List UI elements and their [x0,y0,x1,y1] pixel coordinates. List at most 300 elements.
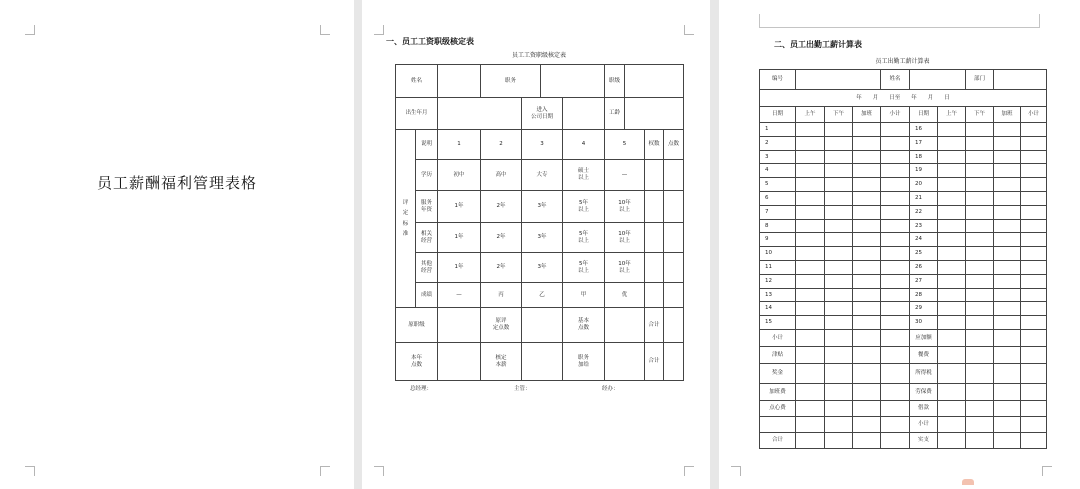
criteria-row-label: 服务 年资 [416,191,438,223]
points-cell[interactable] [664,160,684,191]
criteria-cell: — [438,283,481,308]
orig-points-value[interactable] [522,308,563,343]
cover-page [0,0,354,489]
hours-cell[interactable] [966,260,994,274]
hours-cell[interactable] [1021,247,1047,261]
hours-cell[interactable] [938,178,966,192]
summary-cell[interactable] [881,432,910,448]
hours-cell[interactable] [825,260,853,274]
criteria-cell: 1年 [438,253,481,283]
summary-label: 应加额 [910,329,938,346]
summary-cell[interactable] [1021,329,1047,346]
hours-cell[interactable] [1021,164,1047,178]
summary-cell[interactable] [796,400,825,416]
summary-cell[interactable] [1021,400,1047,416]
hours-cell[interactable] [825,123,853,137]
hours-cell[interactable] [1021,233,1047,247]
summary-row [760,432,1047,448]
day-row [760,123,1047,137]
hours-cell[interactable] [938,260,966,274]
hours-cell[interactable] [796,178,825,192]
column-header: 下午 [825,107,853,123]
hours-cell[interactable] [938,247,966,261]
hours-cell[interactable] [825,233,853,247]
day-number: 18 [910,150,938,164]
hours-cell[interactable] [994,288,1021,302]
birth-label: 出生年月 [396,98,438,130]
year-points-label: 本年 点数 [396,343,438,381]
weight-cell[interactable] [645,191,664,223]
hours-cell[interactable] [966,302,994,316]
hours-cell[interactable] [881,316,910,330]
hours-cell[interactable] [938,302,966,316]
day-number: 6 [760,191,796,205]
hours-cell[interactable] [938,205,966,219]
hours-cell[interactable] [825,288,853,302]
hours-cell[interactable] [796,205,825,219]
hours-cell[interactable] [1021,274,1047,288]
day-number: 2 [760,136,796,150]
hours-cell[interactable] [938,288,966,302]
day-number: 25 [910,247,938,261]
dept-value[interactable] [994,70,1047,90]
hours-cell[interactable] [853,164,881,178]
summary-cell[interactable] [994,432,1021,448]
day-number: 11 [760,260,796,274]
hours-cell[interactable] [853,136,881,150]
summary-cell[interactable] [825,432,853,448]
hours-cell[interactable] [994,219,1021,233]
hours-cell[interactable] [796,274,825,288]
hours-cell[interactable] [994,136,1021,150]
summary-cell[interactable] [853,363,881,383]
hours-cell[interactable] [938,164,966,178]
year-points-value[interactable] [438,343,481,381]
level-4: 4 [563,130,605,160]
criteria-cell: 优 [605,283,645,308]
day-number: 12 [760,274,796,288]
join-date-value[interactable] [563,98,605,130]
criteria-cell: 2年 [481,191,522,223]
hours-cell[interactable] [938,316,966,330]
hours-cell[interactable] [994,233,1021,247]
summary-cell[interactable] [966,363,994,383]
criteria-row-label: 成绩 [416,283,438,308]
hours-cell[interactable] [825,191,853,205]
day-number: 26 [910,260,938,274]
hours-cell[interactable] [825,302,853,316]
summary-cell[interactable] [796,383,825,400]
column-header: 日期 [910,107,938,123]
summary-label: 小计 [910,416,938,432]
header-margin-line [1039,14,1040,27]
hours-cell[interactable] [881,288,910,302]
criteria-cell: 1年 [438,223,481,253]
column-header: 上午 [796,107,825,123]
criteria-cell: 大专 [522,160,563,191]
hours-cell[interactable] [966,233,994,247]
summary-cell[interactable] [853,383,881,400]
hours-cell[interactable] [994,205,1021,219]
summary-cell[interactable] [853,346,881,363]
summary-cell[interactable] [881,363,910,383]
summary-label: 加班费 [760,383,796,400]
summary-cell[interactable] [938,346,966,363]
criteria-cell: 10年 以上 [605,223,645,253]
sig-handler: 经办： [602,386,619,392]
points-cell[interactable] [664,253,684,283]
summary-label: 点心费 [760,400,796,416]
hours-cell[interactable] [966,205,994,219]
orig-rank-value[interactable] [438,308,481,343]
hours-cell[interactable] [1021,260,1047,274]
hours-cell[interactable] [796,136,825,150]
hours-cell[interactable] [994,123,1021,137]
summary-cell[interactable] [994,329,1021,346]
hours-cell[interactable] [796,150,825,164]
hours-cell[interactable] [825,219,853,233]
hours-cell[interactable] [1021,191,1047,205]
position-value[interactable] [541,65,605,98]
id-label: 编号 [760,70,796,90]
summary-cell[interactable] [796,416,825,432]
day-row [760,260,1047,274]
day-number: 10 [760,247,796,261]
hours-cell[interactable] [825,164,853,178]
summary-cell[interactable] [966,329,994,346]
summary-cell[interactable] [796,432,825,448]
hours-cell[interactable] [853,274,881,288]
summary-cell[interactable] [881,346,910,363]
col-weight: 权数 [645,130,664,160]
allowance-label: 职务 加给 [563,343,605,381]
weight-cell[interactable] [645,253,664,283]
hours-cell[interactable] [938,191,966,205]
orange-mark [962,479,974,485]
hours-cell[interactable] [881,164,910,178]
criteria-cell: 3年 [522,223,563,253]
hours-cell[interactable] [853,288,881,302]
base-points-value[interactable] [605,308,645,343]
summary-cell[interactable] [881,400,910,416]
summary-cell[interactable] [1021,383,1047,400]
summary-cell[interactable] [938,329,966,346]
rank-value[interactable] [625,65,684,98]
summary-cell[interactable] [938,363,966,383]
summary-cell[interactable] [938,383,966,400]
summary-cell[interactable] [881,383,910,400]
summary-cell[interactable] [994,383,1021,400]
summary-cell[interactable] [796,329,825,346]
hours-cell[interactable] [796,247,825,261]
seniority-value[interactable] [625,98,684,130]
hours-cell[interactable] [881,191,910,205]
summary-cell[interactable] [938,400,966,416]
summary-cell[interactable] [853,400,881,416]
column-header: 下午 [966,107,994,123]
hours-cell[interactable] [881,178,910,192]
hours-cell[interactable] [881,274,910,288]
salary-value[interactable] [522,343,563,381]
criteria-cell: 乙 [522,283,563,308]
hours-cell[interactable] [1021,178,1047,192]
col-explain: 说明 [416,130,438,160]
summary-cell[interactable] [825,400,853,416]
hours-cell[interactable] [825,205,853,219]
hours-cell[interactable] [825,316,853,330]
hours-cell[interactable] [1021,150,1047,164]
hours-cell[interactable] [994,150,1021,164]
summary-cell[interactable] [1021,346,1047,363]
hours-cell[interactable] [796,164,825,178]
hours-cell[interactable] [994,247,1021,261]
hours-cell[interactable] [966,274,994,288]
hours-cell[interactable] [966,150,994,164]
summary-cell[interactable] [938,432,966,448]
summary-cell[interactable] [881,416,910,432]
crop-mark [684,25,694,35]
hours-cell[interactable] [994,178,1021,192]
crop-mark [374,25,384,35]
hours-cell[interactable] [966,316,994,330]
day-number: 16 [910,123,938,137]
attendance-page [719,0,1080,489]
summary-cell[interactable] [825,363,853,383]
day-number: 27 [910,274,938,288]
summary-cell[interactable] [1021,432,1047,448]
summary-row [760,329,1047,346]
hours-cell[interactable] [994,274,1021,288]
day-row [760,302,1047,316]
sig-supervisor: 主管： [514,386,531,392]
hours-cell[interactable] [994,260,1021,274]
day-row [760,164,1047,178]
hours-cell[interactable] [966,247,994,261]
hours-cell[interactable] [994,191,1021,205]
criteria-cell: 3年 [522,191,563,223]
hours-cell[interactable] [881,233,910,247]
hours-cell[interactable] [966,136,994,150]
day-number: 3 [760,150,796,164]
hours-cell[interactable] [938,123,966,137]
summary-cell[interactable] [825,383,853,400]
day-row [760,150,1047,164]
hours-cell[interactable] [853,191,881,205]
hours-cell[interactable] [966,219,994,233]
hours-cell[interactable] [853,316,881,330]
summary-cell[interactable] [825,346,853,363]
summary-cell[interactable] [853,416,881,432]
hours-cell[interactable] [853,219,881,233]
hours-cell[interactable] [796,123,825,137]
name-value[interactable] [910,70,966,90]
criteria-cell: — [605,160,645,191]
summary-row [760,346,1047,363]
hours-cell[interactable] [881,219,910,233]
criteria-row-label: 学历 [416,160,438,191]
day-number: 17 [910,136,938,150]
hours-cell[interactable] [853,233,881,247]
hours-cell[interactable] [966,191,994,205]
summary-cell[interactable] [966,432,994,448]
day-row [760,136,1047,150]
header-margin-line [759,14,760,27]
column-header: 加班 [853,107,881,123]
hours-cell[interactable] [825,274,853,288]
hours-cell[interactable] [938,150,966,164]
summary-cell[interactable] [1021,416,1047,432]
hours-cell[interactable] [994,164,1021,178]
name-label: 姓名 [396,65,438,98]
weight-cell[interactable] [645,160,664,191]
summary-cell[interactable] [1021,363,1047,383]
hours-cell[interactable] [1021,316,1047,330]
criteria-cell: 硕士 以上 [563,160,605,191]
summary-cell[interactable] [825,416,853,432]
name-value[interactable] [438,65,481,98]
salary-label: 核定 本薪 [481,343,522,381]
birth-value[interactable] [438,98,522,130]
hours-cell[interactable] [966,164,994,178]
hours-cell[interactable] [796,316,825,330]
summary-label: 津贴 [760,346,796,363]
hours-cell[interactable] [853,178,881,192]
allowance-value[interactable] [605,343,645,381]
criteria-cell: 5年 以上 [563,191,605,223]
criteria-label: 评 定 标 准 [396,130,416,308]
day-number: 5 [760,178,796,192]
points-cell[interactable] [664,191,684,223]
day-number: 8 [760,219,796,233]
summary-cell[interactable] [853,432,881,448]
summary-cell[interactable] [994,400,1021,416]
hours-cell[interactable] [881,247,910,261]
summary-cell[interactable] [966,416,994,432]
hours-cell[interactable] [966,123,994,137]
summary-cell[interactable] [994,346,1021,363]
hours-cell[interactable] [966,288,994,302]
hours-cell[interactable] [853,205,881,219]
hours-cell[interactable] [1021,219,1047,233]
hours-cell[interactable] [825,247,853,261]
summary-cell[interactable] [796,363,825,383]
hours-cell[interactable] [1021,123,1047,137]
criteria-cell: 甲 [563,283,605,308]
summary-cell[interactable] [796,346,825,363]
hours-cell[interactable] [796,219,825,233]
hours-cell[interactable] [796,260,825,274]
day-number: 28 [910,288,938,302]
crop-mark [684,466,694,476]
points-cell[interactable] [664,223,684,253]
day-number: 13 [760,288,796,302]
summary-row [760,400,1047,416]
hours-cell[interactable] [881,302,910,316]
summary-cell[interactable] [881,329,910,346]
hours-cell[interactable] [881,150,910,164]
summary-cell[interactable] [825,329,853,346]
weight-cell[interactable] [645,283,664,308]
hours-cell[interactable] [1021,205,1047,219]
hours-cell[interactable] [881,260,910,274]
hours-cell[interactable] [938,233,966,247]
level-5: 5 [605,130,645,160]
summary-cell[interactable] [994,363,1021,383]
hours-cell[interactable] [825,178,853,192]
hours-cell[interactable] [881,205,910,219]
column-header: 加班 [994,107,1021,123]
criteria-cell: 3年 [522,253,563,283]
hours-cell[interactable] [1021,302,1047,316]
hours-cell[interactable] [1021,136,1047,150]
table-caption: 员工工资职级核定表 [511,52,566,59]
hours-cell[interactable] [938,219,966,233]
total-value[interactable] [664,308,684,343]
day-number: 1 [760,123,796,137]
hours-cell[interactable] [796,302,825,316]
points-cell[interactable] [664,283,684,308]
level-2: 2 [481,130,522,160]
day-number: 23 [910,219,938,233]
hours-cell[interactable] [825,136,853,150]
hours-cell[interactable] [966,178,994,192]
summary-cell[interactable] [994,416,1021,432]
hours-cell[interactable] [1021,288,1047,302]
hours-cell[interactable] [994,316,1021,330]
summary-cell[interactable] [853,329,881,346]
hours-cell[interactable] [853,260,881,274]
hours-cell[interactable] [994,302,1021,316]
hours-cell[interactable] [853,150,881,164]
day-number: 4 [760,164,796,178]
hours-cell[interactable] [853,302,881,316]
dept-label: 部门 [966,70,994,90]
hours-cell[interactable] [938,274,966,288]
day-row [760,274,1047,288]
hours-cell[interactable] [853,123,881,137]
summary-cell[interactable] [966,400,994,416]
summary-cell[interactable] [966,346,994,363]
hours-cell[interactable] [796,233,825,247]
level-1: 1 [438,130,481,160]
hours-cell[interactable] [796,191,825,205]
table-caption: 员工出勤工薪计算表 [875,58,930,65]
summary-cell[interactable] [938,416,966,432]
summary-label: 借款 [910,400,938,416]
total-value-2[interactable] [664,343,684,381]
hours-cell[interactable] [825,150,853,164]
cover-title: 员工薪酬福利管理表格 [96,174,257,192]
hours-cell[interactable] [853,247,881,261]
hours-cell[interactable] [938,136,966,150]
summary-label: 劳保费 [910,383,938,400]
header-line [759,27,1040,28]
hours-cell[interactable] [881,136,910,150]
day-row [760,219,1047,233]
criteria-cell: 10年 以上 [605,253,645,283]
attendance-table [759,69,1047,449]
day-number: 30 [910,316,938,330]
weight-cell[interactable] [645,223,664,253]
hours-cell[interactable] [881,123,910,137]
summary-cell[interactable] [966,383,994,400]
crop-mark [731,466,741,476]
crop-mark [320,466,330,476]
section-heading: 二、员工出勤工薪计算表 [774,40,862,49]
hours-cell[interactable] [796,288,825,302]
summary-label: 所得税 [910,363,938,383]
id-value[interactable] [796,70,881,90]
